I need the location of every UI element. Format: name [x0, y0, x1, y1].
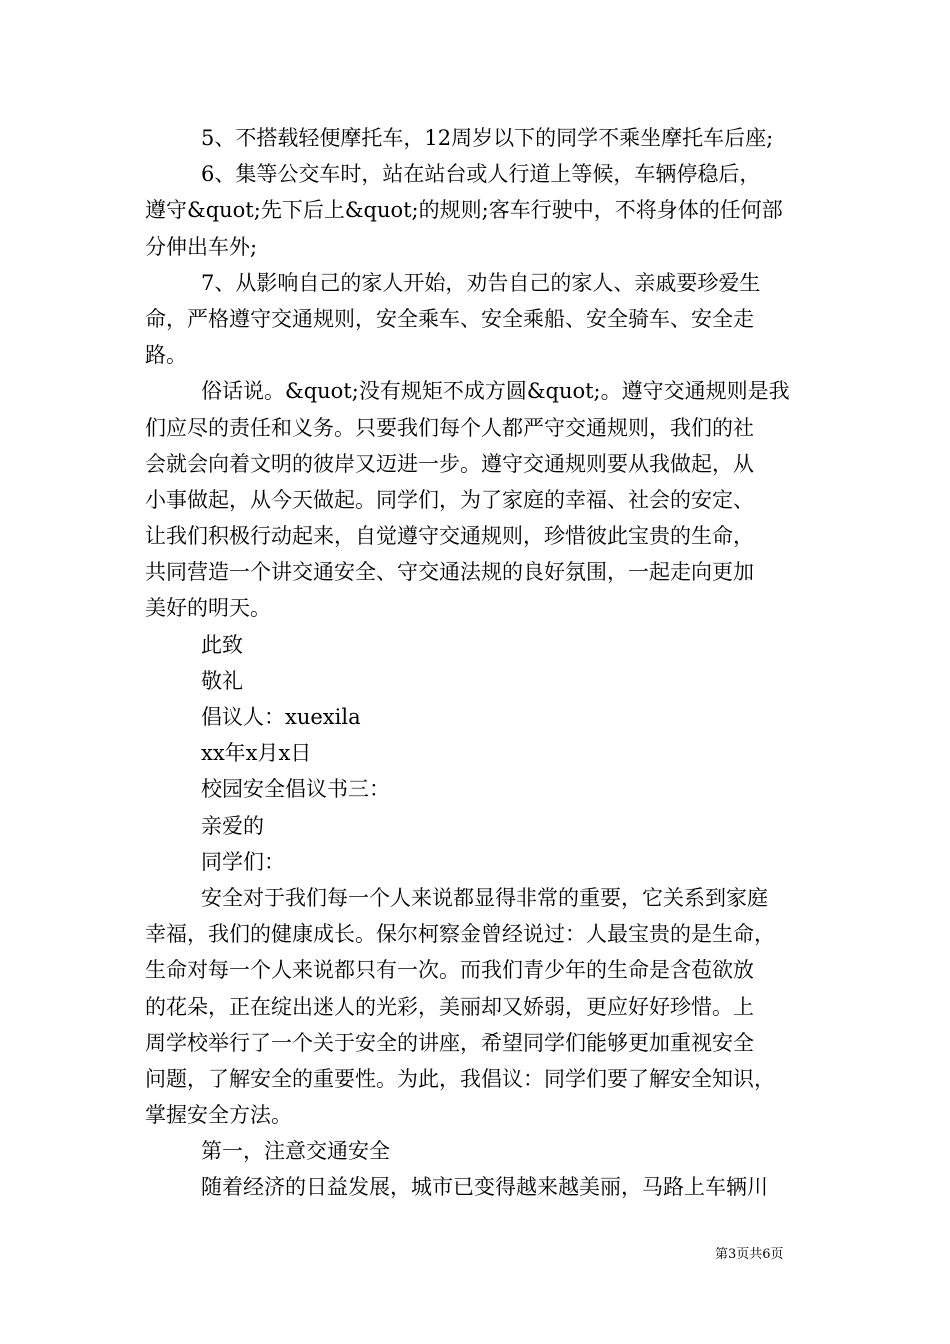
text-line: 周学校举行了一个关于安全的讲座，希望同学们能够更加重视安全	[145, 1030, 754, 1055]
text-line: 敬礼	[201, 668, 243, 693]
text-line: 幸福，我们的健康成长。保尔柯察金曾经说过：人最宝贵的是生命，	[145, 922, 775, 947]
text-line: 让我们积极行动起来，自觉遵守交通规则，珍惜彼此宝贵的生命，	[145, 524, 754, 549]
text-line: 随着经济的日益发展，城市已变得越来越美丽，马路上车辆川	[201, 1175, 768, 1200]
text-line: 的花朵，正在绽出迷人的光彩，美丽却又娇弱，更应好好珍惜。上	[145, 994, 754, 1019]
section-heading: 校园安全倡议书三：	[201, 777, 390, 802]
text-line: 命，严格遵守交通规则，安全乘车、安全乘船、安全骑车、安全走	[145, 306, 754, 331]
text-line: 小事做起，从今天做起。同学们，为了家庭的幸福、社会的安定、	[145, 487, 754, 512]
text-line: 5、不搭载轻便摩托车，12周岁以下的同学不乘坐摩托车后座;	[201, 126, 774, 150]
document-body	[145, 120, 820, 1206]
text-line: 问题，了解安全的重要性。为此，我倡议：同学们要了解安全知识，	[145, 1066, 775, 1091]
text-line: 们应尽的责任和义务。只要我们每个人都严守交通规则，我们的社	[145, 415, 754, 440]
text-line: 此致	[201, 632, 243, 657]
text-line: 亲爱的	[201, 813, 264, 838]
text-line: 俗话说。&quot;没有规矩不成方圆&quot;。遵守交通规则是我	[201, 379, 790, 404]
text-line: 路。	[145, 343, 187, 368]
text-line: 遵守&quot;先下后上&quot;的规则;客车行驶中，不将身体的任何部	[145, 198, 783, 223]
text-line: xx年x月x日	[201, 741, 312, 766]
text-line: 生命对每一个人来说都只有一次。而我们青少年的生命是含苞欲放	[145, 958, 754, 983]
page-number: 第3页共6页	[715, 1247, 784, 1262]
text-line: 安全对于我们每一个人来说都显得非常的重要，它关系到家庭	[201, 885, 768, 910]
text-line: 7、从影响自己的家人开始，劝告自己的家人、亲戚要珍爱生	[201, 270, 761, 295]
text-line: 第一，注意交通安全	[201, 1139, 390, 1164]
text-line: 会就会向着文明的彼岸又迈进一步。遵守交通规则要从我做起，从	[145, 451, 754, 476]
text-line: 掌握安全方法。	[145, 1103, 292, 1128]
text-line: 6、集等公交车时，站在站台或人行道上等候，车辆停稳后，	[201, 162, 761, 187]
text-line: 分伸出车外;	[145, 234, 258, 259]
text-line: 美好的明天。	[145, 596, 271, 621]
text-line: 倡议人：xuexila	[201, 705, 361, 729]
text-line: 同学们：	[201, 849, 285, 874]
text-line: 共同营造一个讲交通安全、守交通法规的良好氛围，一起走向更加	[145, 560, 754, 585]
